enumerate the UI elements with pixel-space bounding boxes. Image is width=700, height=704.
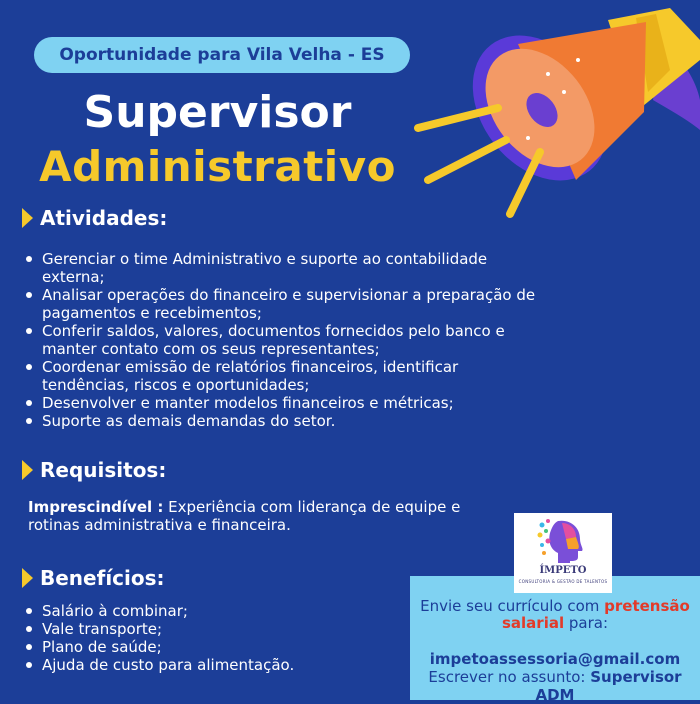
cta-instruction: [410, 598, 700, 632]
cta-highlight: salarial: [501, 614, 565, 632]
cta-text: Envie seu currículo com: [420, 597, 605, 615]
job-title-secondary: Administrativo: [39, 142, 396, 191]
logo-name: ÍMPETO: [539, 565, 587, 576]
requisitos-heading: [20, 458, 166, 482]
cta-highlight: pretensão: [604, 597, 690, 615]
list-item: Desenvolver e manter modelos financeiros e métricas;: [22, 394, 542, 412]
list-item: Suporte as demais demandas do setor.: [22, 412, 542, 430]
subject-label: Escrever no assunto:: [428, 668, 591, 686]
cta-text: para:: [564, 614, 609, 632]
job-title: Supervisor: [83, 87, 352, 138]
requisitos-label: Imprescindível :: [28, 498, 164, 516]
chevron-right-icon: [20, 567, 34, 589]
beneficios-list: [22, 602, 402, 674]
list-item: Ajuda de custo para alimentação.: [22, 656, 402, 674]
company-logo: [514, 513, 612, 593]
requisitos-description: Experiência com liderança de equipe e rotinas administrativa e financeira.: [28, 498, 461, 534]
list-item: Gerenciar o time Administrativo e suporte ao contabilidade externa;: [22, 250, 542, 286]
logo-tagline: CONSULTORIA & GESTÃO DE TALENTOS: [518, 579, 608, 584]
list-item: Coordenar emissão de relatórios financeiros, identificar tendências, riscos e oportunidades;: [22, 358, 542, 394]
megaphone-icon: [408, 0, 700, 230]
atividades-heading-label: Atividades:: [40, 206, 168, 230]
beneficios-heading-label: Benefícios:: [40, 566, 165, 590]
location-tag: Oportunidade para Vila Velha - ES: [34, 37, 410, 73]
contact-email[interactable]: impetoassessoria@gmail.com: [429, 650, 681, 668]
beneficios-heading: [20, 566, 165, 590]
cta-box: [410, 576, 700, 704]
requisitos-text: [28, 498, 488, 534]
atividades-list: [22, 250, 542, 430]
atividades-heading: [20, 206, 167, 230]
subject-value: Supervisor ADM: [535, 668, 682, 704]
chevron-right-icon: [20, 459, 34, 481]
list-item: Analisar operações do financeiro e supervisionar a preparação de pagamentos e recebimentos;: [22, 286, 542, 322]
requisitos-heading-label: Requisitos:: [40, 458, 167, 482]
list-item: Conferir saldos, valores, documentos fornecidos pelo banco e manter contato com os seus representantes;: [22, 322, 542, 358]
brain-logo-icon: [536, 517, 590, 565]
list-item: Vale transporte;: [22, 620, 402, 638]
chevron-right-icon: [20, 207, 34, 229]
list-item: Plano de saúde;: [22, 638, 402, 656]
email-subject: [410, 668, 700, 704]
list-item: Salário à combinar;: [22, 602, 402, 620]
